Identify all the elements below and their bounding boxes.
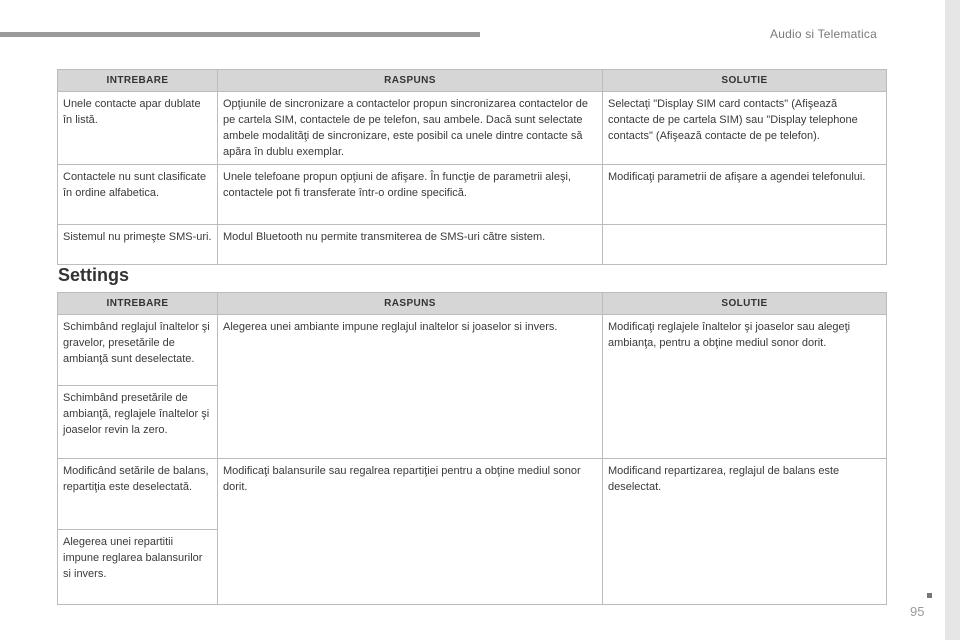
- question-cell: Unele contacte apar dublate în listă.: [58, 92, 218, 165]
- column-header-question: INTREBARE: [58, 70, 218, 92]
- answer-cell: Alegerea unei ambiante impune reglajul inaltelor si joaselor si invers.: [218, 315, 603, 459]
- answer-cell: Opţiunile de sincronizare a contactelor propun sincronizarea contactelor de pe cartela SIM, contactele de pe telefon, sau ambele. Dacă sunt selectate ambele modalităţi de sincronizare, este posibil ca unele dintre contacte să apăra în dublu exemplar.: [218, 92, 603, 165]
- answer-cell: Modul Bluetooth nu permite transmiterea de SMS-uri către sistem.: [218, 225, 603, 265]
- page-edge-strip: [945, 0, 960, 640]
- question-cell: Schimbând presetările de ambianţă, reglajele înaltelor şi joaselor revin la zero.: [63, 392, 210, 436]
- question-cell-group: [58, 459, 218, 605]
- question-cell: Contactele nu sunt clasificate în ordine alfabetica.: [58, 165, 218, 225]
- table-row: [58, 459, 887, 605]
- answer-cell: Unele telefoane propun opţiuni de afişare. În funcţie de parametrii aleşi, contactele pot fi transferate într-o ordine specifică.: [218, 165, 603, 225]
- troubleshooting-table-settings: [57, 292, 887, 605]
- table-header-row: [58, 293, 887, 315]
- table-row: [58, 165, 887, 225]
- answer-cell: Modificaţi balansurile sau regalrea repartiţiei pentru a obţine mediul sonor dorit.: [218, 459, 603, 605]
- troubleshooting-table-contacts: [57, 69, 887, 265]
- table-row: [58, 92, 887, 165]
- column-header-question: INTREBARE: [58, 293, 218, 315]
- header-rule: [0, 32, 480, 37]
- page-number: 95: [910, 604, 925, 619]
- question-cell: Schimbând reglajul înaltelor şi gravelor, presetările de ambianţă sunt deselectate.: [58, 315, 217, 386]
- solution-cell: Modificand repartizarea, reglajul de balans este deselectat.: [603, 459, 887, 605]
- solution-cell: [603, 225, 887, 265]
- question-cell: Alegerea unei repartitii impune reglarea balansurilor si invers.: [63, 536, 203, 580]
- table-row: [58, 315, 887, 459]
- table-header-row: [58, 70, 887, 92]
- solution-cell: Selectaţi "Display SIM card contacts" (Afişează contacte de pe cartela SIM) sau "Display telephone contacts" (Afişează contacte de pe telefon).: [603, 92, 887, 165]
- settings-heading: Settings: [58, 265, 130, 285]
- section-title: Audio si Telematica: [770, 27, 877, 41]
- question-cell: Modificând setările de balans, repartiţia este deselectată.: [58, 459, 217, 530]
- question-cell-group: [58, 315, 218, 459]
- bullet-marker: [927, 593, 932, 598]
- column-header-answer: RASPUNS: [218, 70, 603, 92]
- solution-cell: Modificaţi parametrii de afişare a agendei telefonului.: [603, 165, 887, 225]
- column-header-solution: SOLUTIE: [603, 293, 887, 315]
- solution-cell: Modificaţi reglajele înaltelor şi joaselor sau alegeţi ambianţa, pentru a obţine mediul sonor dorit.: [603, 315, 887, 459]
- column-header-answer: RASPUNS: [218, 293, 603, 315]
- table-row: [58, 225, 887, 265]
- question-cell: Sistemul nu primeşte SMS-uri.: [58, 225, 218, 265]
- column-header-solution: SOLUTIE: [603, 70, 887, 92]
